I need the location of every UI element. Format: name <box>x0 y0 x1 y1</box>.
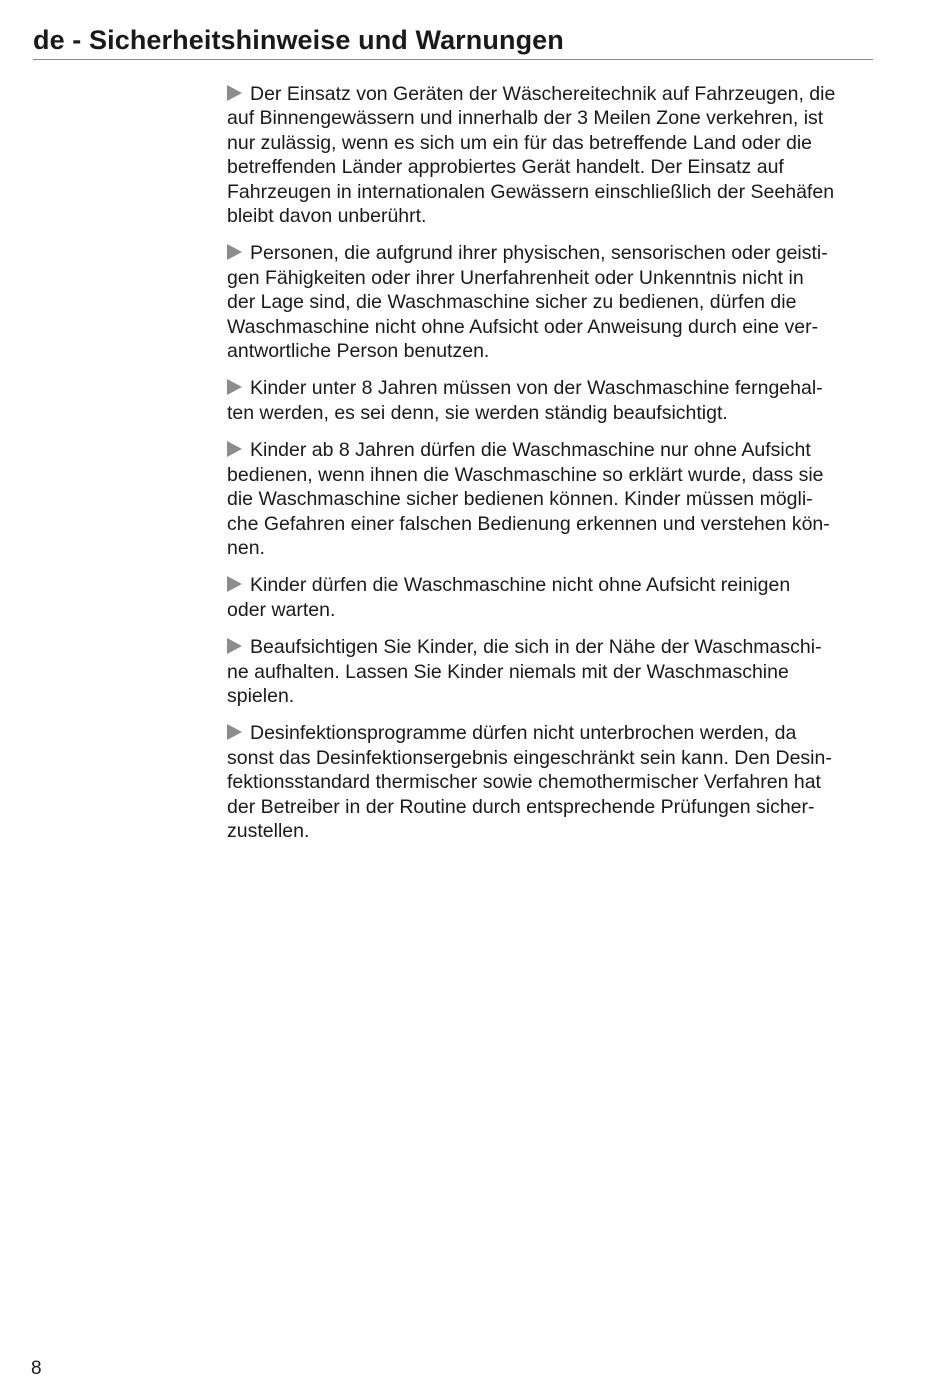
safety-note-line: die Waschmaschine sicher bedienen können. Kinder müssen mögli- <box>227 488 813 511</box>
safety-note-line: betreffenden Länder approbiertes Gerät handelt. Der Einsatz auf <box>227 156 784 179</box>
triangle-bullet-icon <box>227 638 242 654</box>
safety-note <box>227 573 873 622</box>
safety-note-line: Waschmaschine nicht ohne Aufsicht oder Anweisung durch eine ver- <box>227 315 819 338</box>
triangle-bullet-icon <box>227 244 242 260</box>
safety-note-line: che Gefahren einer falschen Bedienung erkennen und verstehen kön- <box>227 512 830 535</box>
page-number: 8 <box>31 1358 42 1379</box>
page-title: de - Sicherheitshinweise und Warnungen <box>33 25 564 55</box>
safety-note-line: Kinder unter 8 Jahren müssen von der Waschmaschine ferngehal- <box>250 377 823 400</box>
safety-note-line: der Lage sind, die Waschmaschine sicher zu bedienen, dürfen die <box>227 291 797 314</box>
safety-note-line: nur zulässig, wenn es sich um ein für das betreffende Land oder die <box>227 131 812 154</box>
safety-note <box>227 438 873 560</box>
safety-note-line: Personen, die aufgrund ihrer physischen, sensorischen oder geisti- <box>250 242 828 265</box>
safety-note-line: ten werden, es sei denn, sie werden ständig beaufsichtigt. <box>227 401 728 424</box>
safety-note-line: Kinder ab 8 Jahren dürfen die Waschmaschine nur ohne Aufsicht <box>250 439 811 462</box>
safety-note-line: oder warten. <box>227 598 336 621</box>
triangle-bullet-icon <box>227 441 242 457</box>
safety-note <box>227 376 873 425</box>
safety-note <box>227 241 873 363</box>
safety-note <box>227 721 873 843</box>
safety-note-line: fektionsstandard thermischer sowie chemothermischer Verfahren hat <box>227 771 821 794</box>
safety-note <box>227 82 873 228</box>
safety-note-line: auf Binnengewässern und innerhalb der 3 Meilen Zone verkehren, ist <box>227 107 824 130</box>
safety-note-line: antwortliche Person benutzen. <box>227 340 490 363</box>
safety-note-line: Der Einsatz von Geräten der Wäschereitechnik auf Fahrzeugen, die <box>250 83 836 105</box>
triangle-bullet-icon <box>227 724 242 740</box>
page-header <box>33 22 873 60</box>
safety-note-line: zustellen. <box>227 819 310 842</box>
safety-note-line: ne aufhalten. Lassen Sie Kinder niemals mit der Waschmaschine <box>227 660 789 683</box>
safety-note-line: Desinfektionsprogramme dürfen nicht unterbrochen werden, da <box>250 722 797 745</box>
triangle-bullet-icon <box>227 379 242 395</box>
safety-note-line: bedienen, wenn ihnen die Waschmaschine so erklärt wurde, dass sie <box>227 463 824 486</box>
safety-note-line: gen Fähigkeiten oder ihrer Unerfahrenheit oder Unkenntnis nicht in <box>227 266 804 289</box>
safety-note-line: sonst das Desinfektionsergebnis eingeschränkt sein kann. Den Desin- <box>227 746 832 769</box>
triangle-bullet-icon <box>227 576 242 592</box>
safety-note-line: Kinder dürfen die Waschmaschine nicht ohne Aufsicht reinigen <box>250 574 791 597</box>
safety-note-line: Beaufsichtigen Sie Kinder, die sich in der Nähe der Waschmaschi- <box>250 636 822 659</box>
safety-note-line: Fahrzeugen in internationalen Gewässern einschließlich der Seehäfen <box>227 180 835 203</box>
safety-note-line: nen. <box>227 536 265 559</box>
triangle-bullet-icon <box>227 85 242 101</box>
safety-note-line: der Betreiber in der Routine durch entsprechende Prüfungen sicher- <box>227 795 815 818</box>
safety-note-line: spielen. <box>227 684 295 707</box>
safety-note <box>227 635 873 708</box>
header-divider <box>33 59 873 60</box>
safety-notes-list <box>227 82 873 856</box>
safety-note-line: bleibt davon unberührt. <box>227 205 427 228</box>
